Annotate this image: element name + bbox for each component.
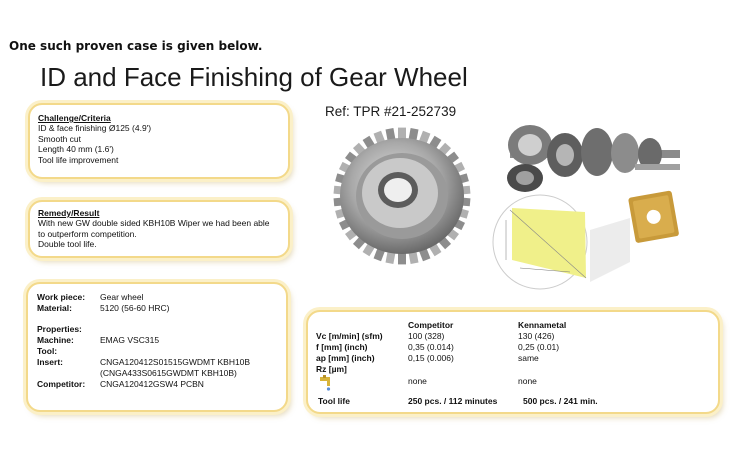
kennametal-f: 0,25 (0.01) — [518, 342, 560, 352]
coolant-tap-icon — [318, 374, 334, 392]
insert-label: Insert: — [37, 357, 63, 367]
competitor-coolant: none — [408, 376, 427, 386]
reference-number: Ref: TPR #21-252739 — [325, 104, 457, 119]
remedy-line: to outperform competition. — [38, 228, 137, 239]
properties-label: Properties: — [37, 324, 82, 334]
challenge-line: ID & face finishing Ø125 (4.9') — [38, 123, 152, 133]
col-competitor-header: Competitor — [408, 320, 454, 330]
remedy-header: Remedy/Result — [38, 208, 100, 218]
row-label-rz: Rz [µm] — [316, 364, 347, 374]
wiper-insert-diagram — [490, 190, 705, 295]
kennametal-ap: same — [518, 353, 539, 363]
col-kennametal-header: Kennametal — [518, 320, 567, 330]
remedy-line: With new GW double sided KBH10B Wiper we had been able — [38, 218, 270, 228]
material-label: Material: — [37, 303, 72, 313]
challenge-header: Challenge/Criteria — [38, 113, 111, 123]
competitor-value: CNGA120412GSW4 PCBN — [100, 379, 204, 389]
challenge-line: Smooth cut — [38, 133, 81, 144]
workpiece-label: Work piece: — [37, 292, 86, 302]
toollife-label: Tool life — [318, 396, 350, 406]
row-label-f: f [mm] (inch) — [316, 342, 368, 352]
challenge-line: Length 40 mm (1.6') — [38, 144, 114, 154]
kennametal-vc: 130 (426) — [518, 331, 555, 341]
workpiece-value: Gear wheel — [100, 292, 144, 302]
insert-alt-value: (CNGA433S0615GWDMT KBH10B) — [100, 368, 237, 378]
machine-label: Machine: — [37, 335, 74, 345]
workpiece-box — [26, 282, 288, 412]
competitor-toollife: 250 pcs. / 112 minutes — [408, 396, 498, 406]
competitor-label: Competitor: — [37, 379, 86, 389]
competitor-ap: 0,15 (0.006) — [408, 353, 454, 363]
slide-title: ID and Face Finishing of Gear Wheel — [40, 62, 468, 92]
material-value: 5120 (56-60 HRC) — [100, 303, 170, 313]
gear-wheel-image — [327, 118, 477, 268]
gearbox-assembly-image — [505, 120, 685, 195]
tool-label: Tool: — [37, 346, 58, 356]
row-label-ap: ap [mm] (inch) — [316, 353, 375, 363]
remedy-box — [28, 200, 290, 258]
machine-value: EMAG VSC315 — [100, 335, 160, 345]
competitor-vc: 100 (328) — [408, 331, 445, 341]
insert-value: CNGA120412S01515GWDMT KBH10B — [100, 357, 251, 367]
kennametal-coolant: none — [518, 376, 537, 386]
intro-text: One such proven case is given below. — [9, 39, 263, 53]
challenge-line: Tool life improvement — [38, 154, 119, 165]
row-label-vc: Vc [m/min] (sfm) — [316, 331, 383, 341]
kennametal-toollife: 500 pcs. / 241 min. — [523, 396, 598, 406]
remedy-line: Double tool life. — [38, 239, 97, 249]
performance-box — [306, 310, 720, 414]
competitor-f: 0,35 (0.014) — [408, 342, 454, 352]
challenge-box — [28, 103, 290, 179]
